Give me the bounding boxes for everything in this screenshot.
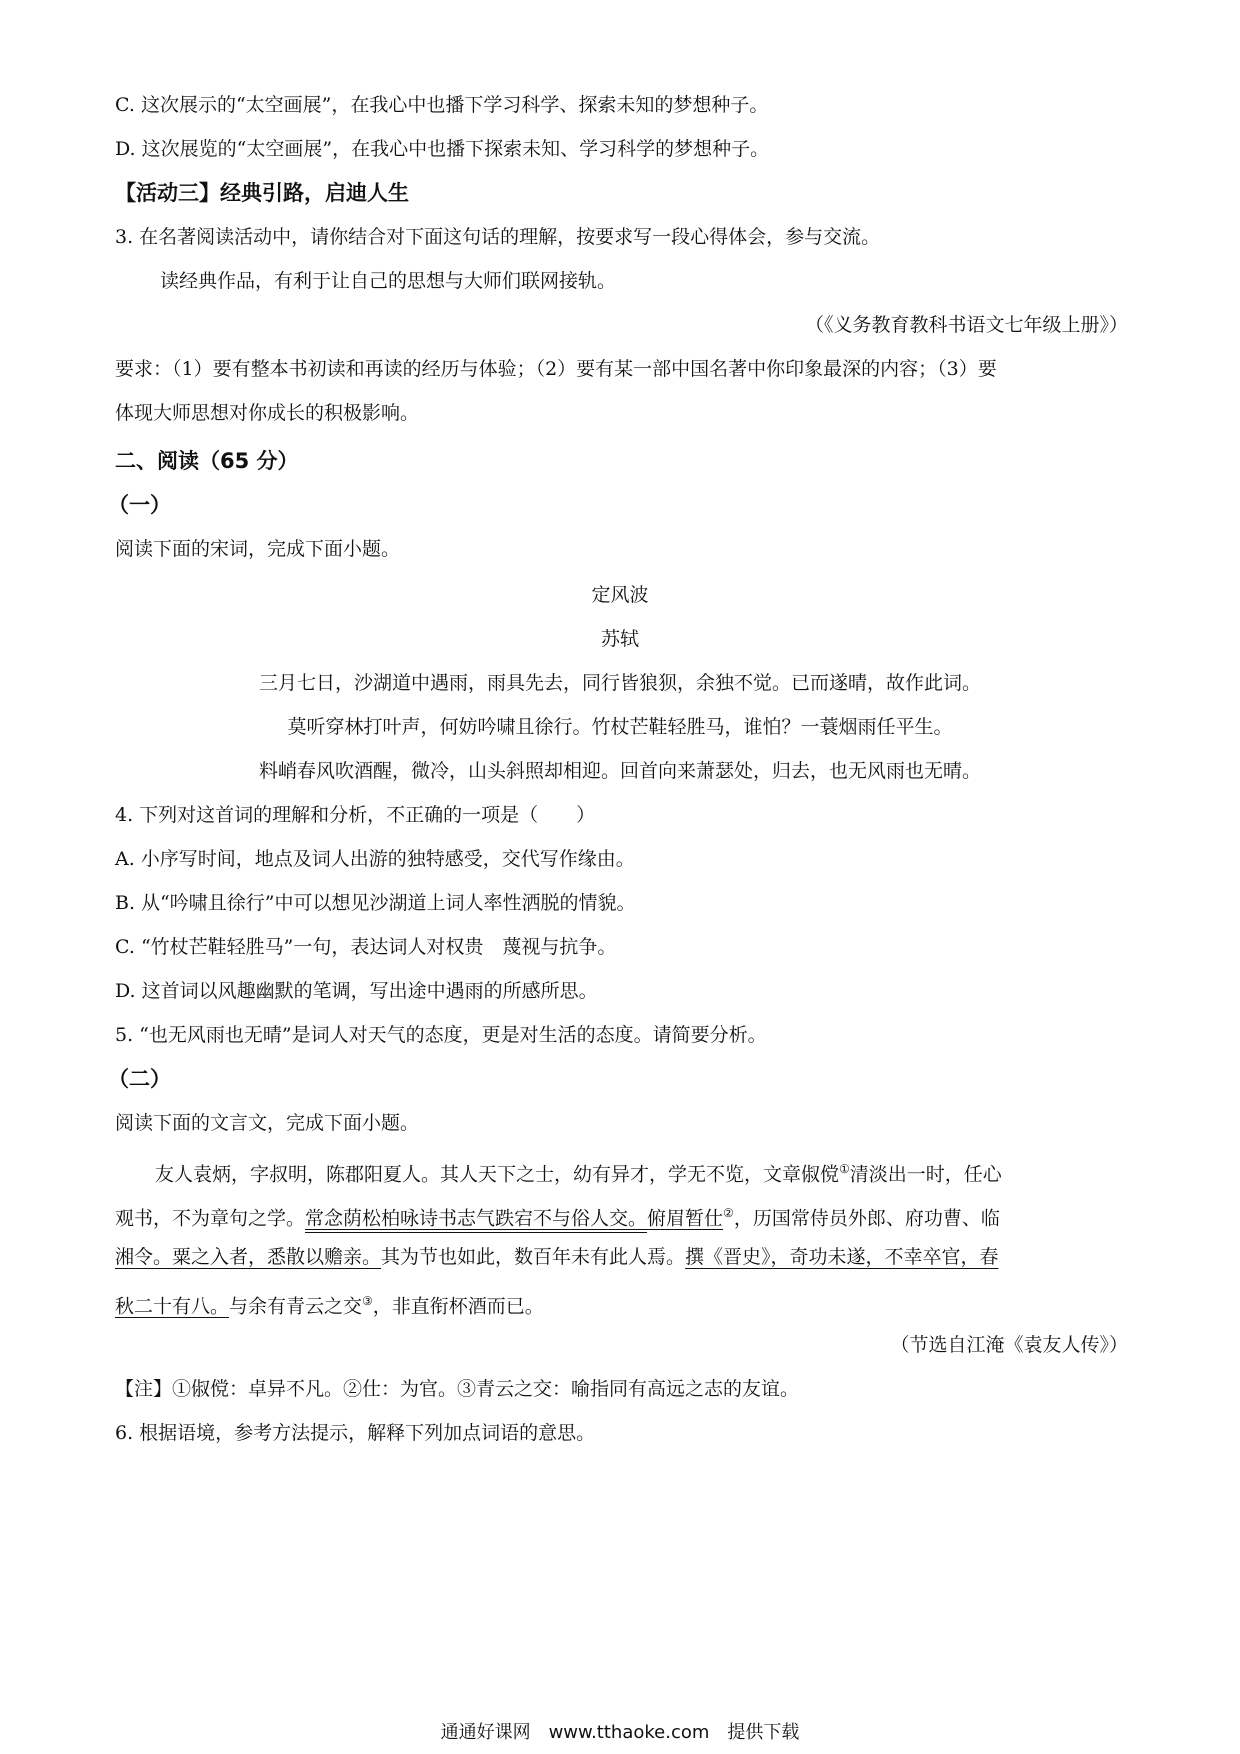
- quote-text: 读经典作品，有利于让自己的思想与大师们联网接轨。: [160, 270, 617, 292]
- annotation-note: 【注】①俶傥：卓异不凡。②仕：为官。③青云之交：喻指同有高远之志的友谊。: [115, 1378, 800, 1400]
- requirement-line-2: 体现大师思想对你成长的积极影响。: [115, 402, 420, 424]
- underlined-sentence: 撰《晋史》，奇功未遂，不幸卒官，春: [685, 1246, 999, 1268]
- underlined-sentence: 俯眉暂仕: [647, 1207, 724, 1230]
- question-4-option-d: D. 这首词以风趣幽默的笔调，写出途中遇雨的所感所思。: [115, 980, 598, 1002]
- prose-source: （节选自江淹《袁友人传》）: [890, 1334, 1128, 1356]
- prose-text: ，历国常侍员外郎、府功曹、临: [733, 1207, 1000, 1230]
- page-footer: 通通好课网 www.tthaoke.com 提供下载: [440, 1722, 800, 1743]
- note-marker: ②: [723, 1206, 734, 1220]
- prose-line-1: [155, 1154, 1130, 1189]
- underlined-sentence: 秋二十有八。: [115, 1295, 230, 1318]
- question-4-option-c: C. “竹杖芒鞋轻胜马”一句，表达词人对权贵 蔑视与抗争。: [115, 936, 617, 958]
- option-c-previous: C. 这次展示的“太空画展”，在我心中也播下学习科学、探索未知的梦想种子。: [115, 94, 769, 116]
- underlined-sentence: 粟之入者，悉散以赡亲。: [172, 1246, 382, 1268]
- prose-text: 友人袁炳，字叔明，陈郡阳夏人。其人天下之士，幼有异才，学无不览，文章俶傥: [155, 1163, 840, 1186]
- note-marker: ③: [362, 1294, 373, 1308]
- part-one-heading: （一）: [108, 493, 171, 517]
- question-4: 4. 下列对这首词的理解和分析，不正确的一项是（ ）: [115, 804, 596, 826]
- quote-source: （《义务教育教科书语文七年级上册》）: [804, 314, 1128, 336]
- prose-text: 其为节也如此，数百年未有此人焉。: [381, 1246, 686, 1268]
- question-4-option-a: A. 小序写时间，地点及词人出游的独特感受，交代写作缘由。: [115, 848, 635, 870]
- requirement-line-1: 要求：（1）要有整本书初读和再读的经历与体验；（2）要有某一部中国名著中你印象最深的内容；（3）要: [115, 358, 997, 380]
- note-marker: ①: [839, 1162, 850, 1176]
- prose-text: 观书，不为章句之学。: [115, 1207, 306, 1230]
- section-two-heading: 二、阅读（65 分）: [115, 449, 299, 473]
- poem-stanza-2: 料峭春风吹酒醒，微冷，山头斜照却相迎。回首向来萧瑟处，归去，也无风雨也无晴。: [258, 760, 981, 782]
- question-5: 5. “也无风雨也无晴”是词人对天气的态度，更是对生活的态度。请简要分析。: [115, 1024, 767, 1046]
- poem-preface: 三月七日，沙湖道中遇雨，雨具先去，同行皆狼狈，余独不觉。已而遂晴，故作此词。: [258, 672, 981, 694]
- prose-line-3: [115, 1242, 1130, 1272]
- part-two-heading: （二）: [108, 1067, 171, 1091]
- poem-author: 苏轼: [600, 628, 639, 650]
- prose-line-2: [115, 1198, 1130, 1233]
- question-6: 6. 根据语境，参考方法提示，解释下列加点词语的意思。: [115, 1422, 596, 1444]
- prose-text: 清淡出一时，任心: [849, 1163, 1002, 1186]
- prose-line-4: [115, 1286, 1130, 1321]
- question-3: 3. 在名著阅读活动中，请你结合对下面这句话的理解，按要求写一段心得体会，参与交流。: [115, 226, 881, 248]
- part-two-intro: 阅读下面的文言文，完成下面小题。: [115, 1112, 420, 1134]
- option-d-previous: D. 这次展览的“太空画展”，在我心中也播下探索未知、学习科学的梦想种子。: [115, 138, 770, 160]
- underlined-sentence: 湘令。: [115, 1246, 173, 1268]
- underlined-sentence: 常念荫松柏咏诗书志气跌宕不与俗人交。: [305, 1207, 648, 1230]
- part-one-intro: 阅读下面的宋词，完成下面小题。: [115, 538, 401, 560]
- poem-stanza-1: 莫听穿林打叶声，何妨吟啸且徐行。竹杖芒鞋轻胜马，谁怕？一蓑烟雨任平生。: [287, 716, 953, 738]
- prose-text: 与余有青云之交: [229, 1295, 363, 1318]
- prose-text: ，非直衔杯酒而已。: [372, 1295, 544, 1318]
- question-4-option-b: B. 从“吟啸且徐行”中可以想见沙湖道上词人率性洒脱的情貌。: [115, 892, 636, 914]
- activity-three-heading: 【活动三】经典引路，启迪人生: [115, 181, 409, 205]
- poem-title: 定风波: [591, 584, 649, 606]
